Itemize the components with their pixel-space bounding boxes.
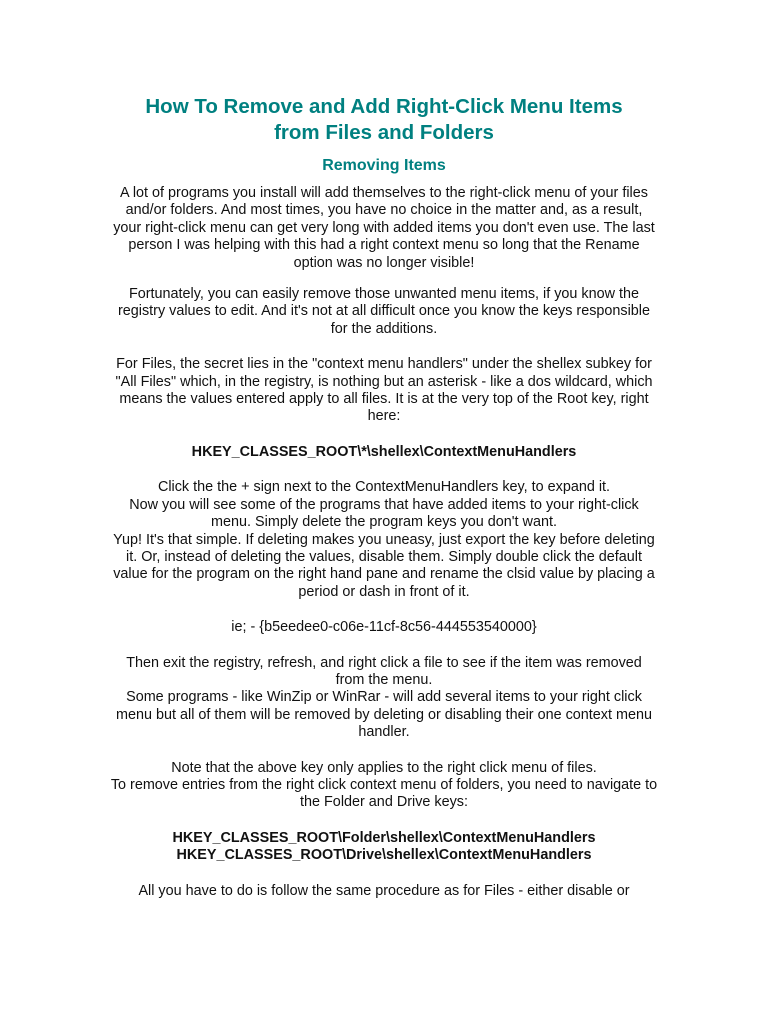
paragraph-expand-key: Click the the + sign next to the ContextMenuHandlers key, to expand it. (157, 479, 611, 496)
paragraph-folders: To remove entries from the right click context menu of folders, you need to navigate to the Folder and Drive keys: (110, 776, 658, 811)
paragraph-fortunately: Fortunately, you can easily remove those unwanted menu items, if you know the registry values to edit. And it's not at all difficult once you know the keys responsible for the additions. (117, 286, 651, 337)
title-line-1: How To Remove and Add Right-Click Menu Items (145, 95, 623, 118)
page-title (110, 94, 658, 146)
title-line-2: from Files and Folders (274, 121, 494, 144)
paragraph-see-programs: Now you will see some of the programs that have added items to your right-click menu. Simply delete the program keys you don't want. (129, 496, 639, 531)
clsid-example: ie; - {b5eedee0-c06e-11cf-8c56-444553540000} (231, 619, 537, 636)
registry-key-folder: HKEY_CLASSES_ROOT\Folder\shellex\ContextMenuHandlers (172, 829, 596, 846)
section-heading-removing-items: Removing Items (322, 157, 446, 174)
paragraph-note: Note that the above key only applies to the right click menu of files. (171, 759, 597, 776)
document-page (110, 94, 658, 900)
paragraph-procedure: All you have to do is follow the same procedure as for Files - either disable or (138, 882, 630, 899)
paragraph-intro: A lot of programs you install will add themselves to the right-click menu of your files and/or folders. And most times, you have no choice in the matter and, as a result, your right-click menu can get very long with added items you don't even use. The last person I was helping with this had a right context menu so long that the Rename option was no longer visible! (113, 185, 655, 271)
paragraph-winzip: Some programs - like WinZip or WinRar - will add several items to your right click menu but all of them will be removed by deleting or disabling their one context menu handler. (116, 689, 652, 741)
paragraph-for-files: For Files, the secret lies in the "context menu handlers" under the shellex subkey for "All Files" which, in the registry, is nothing but an asterisk - like a dos wildcard, which means the values entered apply to all files. It is at the very top of the Root key, right here: (115, 356, 653, 425)
registry-key-files: HKEY_CLASSES_ROOT\*\shellex\ContextMenuHandlers (191, 443, 577, 460)
paragraph-simple: Yup! It's that simple. If deleting makes you uneasy, just export the key before deleting it. Or, instead of deleting the values, disable them. Simply double click the default value for the program on the right hand pane and rename the clsid value by placing a period or dash in front of it. (113, 531, 655, 600)
paragraph-exit-registry: Then exit the registry, refresh, and right click a file to see if the item was removed from the menu. (126, 654, 642, 688)
registry-key-drive: HKEY_CLASSES_ROOT\Drive\shellex\ContextMenuHandlers (176, 847, 592, 864)
